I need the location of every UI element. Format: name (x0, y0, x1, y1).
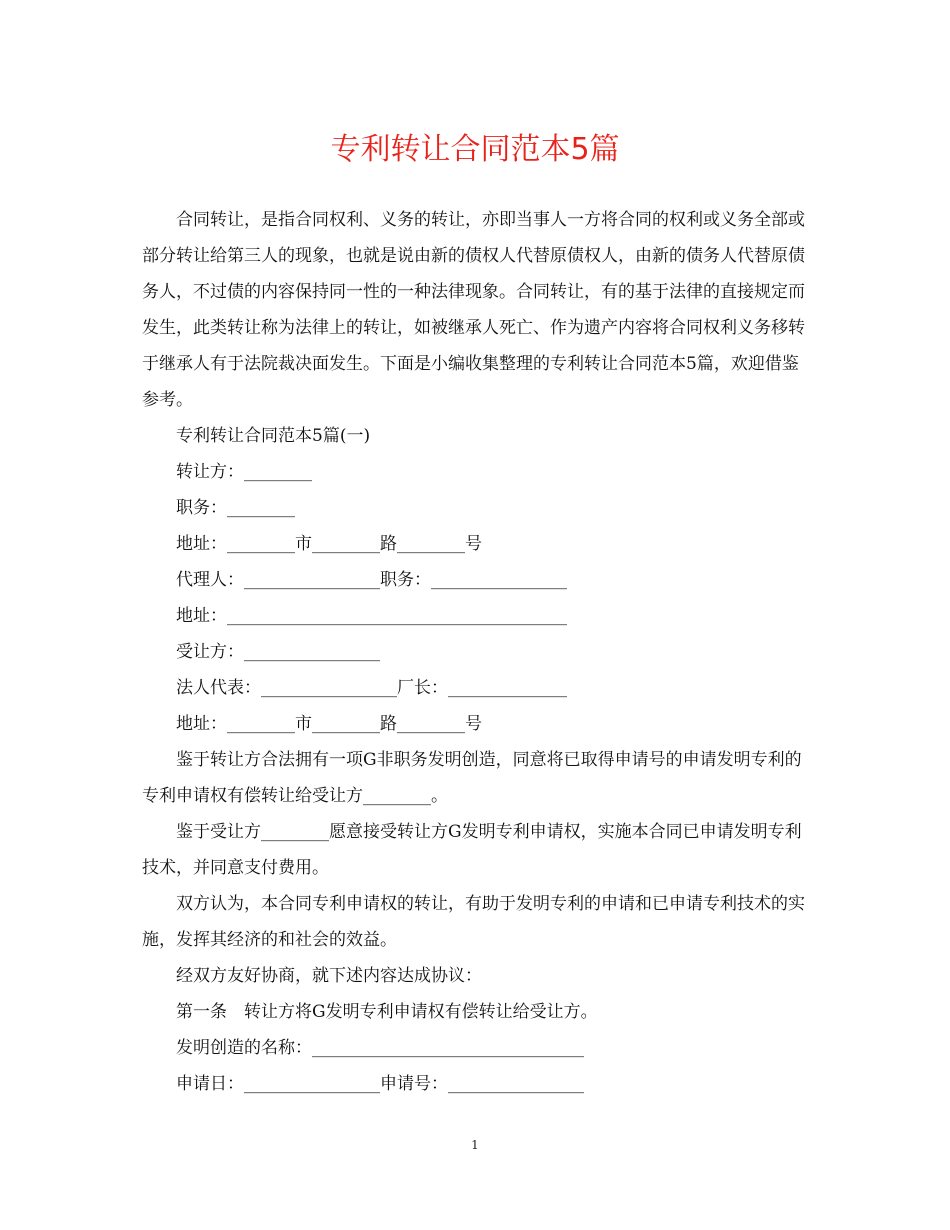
paragraph-3: 双方认为，本合同专利申请权的转让，有助于发明专利的申请和已申请专利技术的实施，发挥其经济的和社会的效益。 (142, 894, 805, 950)
invention-name-field: 发明创造的名称：________________________________ (176, 1038, 584, 1058)
paragraph-2: 鉴于受让方________愿意接受转让方G发明专利申请权，实施本合同已申请发明专利技术，并同意支付费用。 (142, 822, 802, 878)
transferor-field: 转让方：________ (176, 462, 312, 482)
document-body (142, 202, 812, 1102)
section-heading: 专利转让合同范本5篇(一) (176, 426, 371, 446)
position-field: 职务：________ (176, 498, 295, 518)
address-field-2: 地址：________________________________________ (176, 606, 567, 626)
legal-rep-director-field: 法人代表：________________厂长：______________ (176, 678, 567, 698)
paragraph-1: 鉴于转让方合法拥有一项G非职务发明创造，同意将已取得申请号的申请发明专利的专利申请权有偿转让给受让方________。 (142, 750, 802, 806)
address-field-3: 地址：________市________路________号 (176, 714, 482, 734)
page-number: 1 (471, 1138, 479, 1152)
article-1: 第一条 转让方将G发明专利申请权有偿转让给受让方。 (176, 1002, 598, 1022)
transferee-field: 受让方：________________ (176, 642, 380, 662)
intro-paragraph: 合同转让，是指合同权利、义务的转让，亦即当事人一方将合同的权利或义务全部或部分转让给第三人的现象，也就是说由新的债权人代替原债权人，由新的债务人代替原债务人，不过债的内容保持同一性的一种法律现象。合同转让，有的基于法律的直接规定而发生，此类转让称为法律上的转让，如被继承人死亡、作为遗产内容将合同权利义务移转于继承人有于法院裁决面发生。下面是小编收集整理的专利转让合同范本5篇，欢迎借鉴参考。 (142, 210, 805, 410)
document-title: 专利转让合同范本5篇 (330, 132, 620, 167)
agent-position-field: 代理人：________________职务：________________ (176, 570, 567, 590)
application-date-number-field: 申请日：________________申请号：________________ (176, 1074, 584, 1094)
address-field-1: 地址：________市________路________号 (176, 534, 482, 554)
paragraph-4: 经双方友好协商，就下述内容达成协议： (176, 966, 482, 986)
